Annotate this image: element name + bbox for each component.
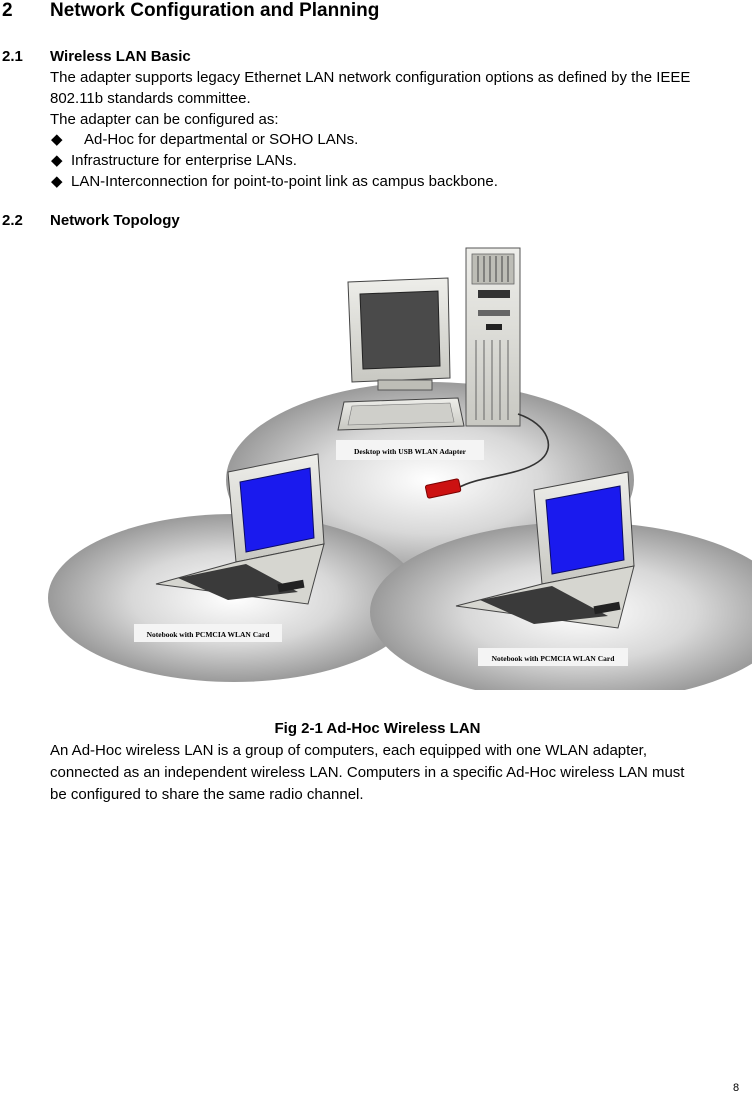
chapter-title: Network Configuration and Planning [50,0,380,21]
notebook-left-label: Notebook with PCMCIA WLAN Card [146,630,270,639]
bullet-diamond-icon: ◆ [51,152,63,169]
section-number: 2.1 [2,48,23,65]
bullet-diamond-icon: ◆ [51,131,63,148]
bullet-item: LAN-Interconnection for point-to-point link as campus backbone. [71,173,498,190]
chapter-number: 2 [2,0,13,21]
bullet-item: Ad-Hoc for departmental or SOHO LANs. [84,131,359,148]
section-title: Wireless LAN Basic [50,48,191,65]
section-title: Network Topology [50,212,180,229]
bullet-diamond-icon: ◆ [51,173,63,190]
page-number: 8 [733,1082,740,1094]
figure-caption: Fig 2-1 Ad-Hoc Wireless LAN [274,720,481,737]
section-number: 2.2 [2,212,23,229]
paragraph-line: The adapter supports legacy Ethernet LAN network configuration options as defined by the IEEE [50,69,691,86]
paragraph-line: connected as an independent wireless LAN. Computers in a specific Ad-Hoc wireless LAN must [50,764,685,781]
notebook-right-label: Notebook with PCMCIA WLAN Card [491,654,615,663]
tower-computer-icon [466,248,520,426]
desktop-monitor-icon [338,278,464,430]
desktop-label: Desktop with USB WLAN Adapter [354,447,466,456]
bullet-item: Infrastructure for enterprise LANs. [71,152,297,169]
adhoc-network-figure [48,244,752,690]
paragraph-line: An Ad-Hoc wireless LAN is a group of computers, each equipped with one WLAN adapter, [50,742,647,759]
network-diagram [48,244,752,690]
paragraph-line: 802.11b standards committee. [50,90,251,107]
paragraph-line: be configured to share the same radio channel. [50,786,364,803]
paragraph-line: The adapter can be configured as: [50,111,279,128]
